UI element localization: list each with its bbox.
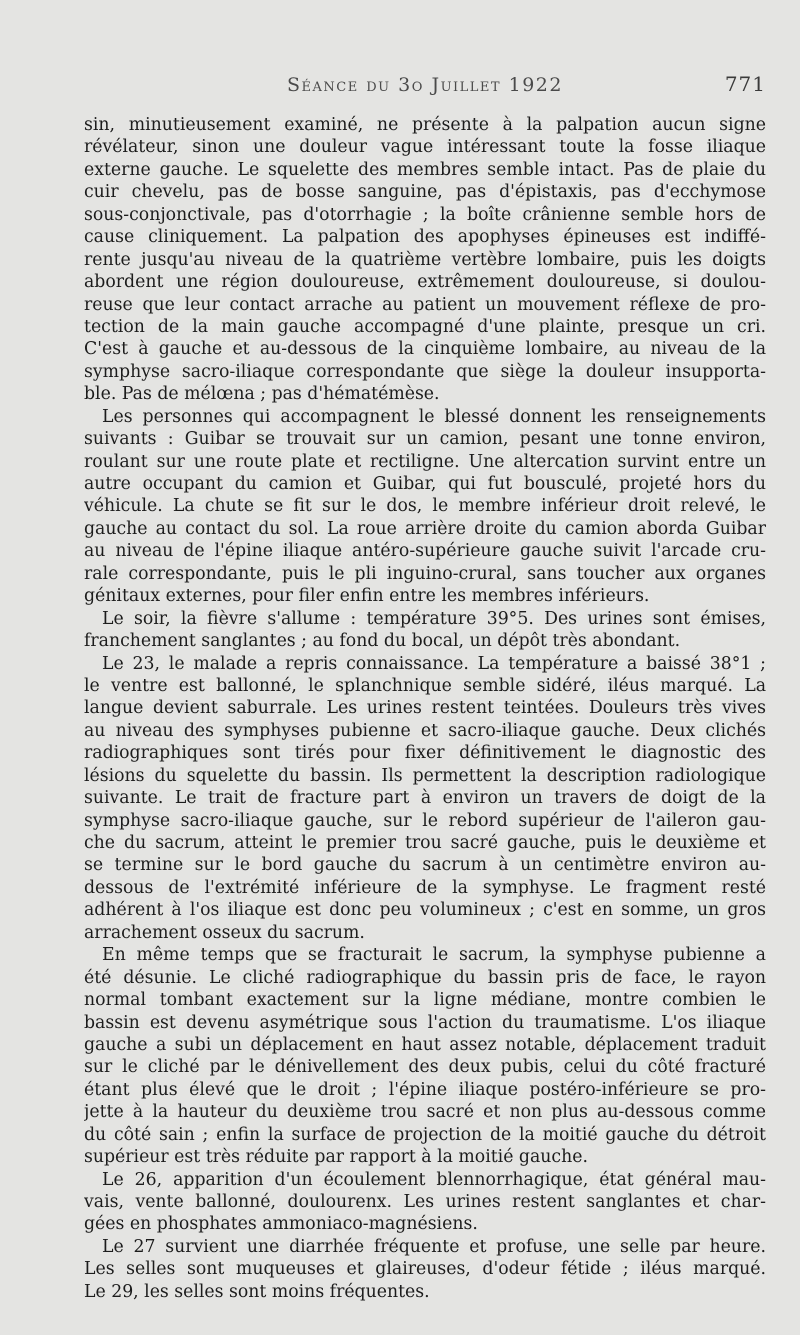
text-line: se termine sur le bord gauche du sacrum à un centimètre environ au- xyxy=(84,855,766,876)
text-line: cuir chevelu, pas de bosse sanguine, pas d'épistaxis, pas d'ecchymose xyxy=(84,182,766,203)
text-line: gauche au contact du sol. La roue arrière droite du camion aborda Guibar xyxy=(84,518,766,539)
text-line: sin, minutieusement examiné, ne présente à la palpation aucun signe xyxy=(84,115,766,135)
text-line: Le 29, les selles sont moins fréquentes. xyxy=(84,1281,430,1302)
text-line: symphyse sacro-iliaque gauche, sur le rebord supérieur de l'aileron gau- xyxy=(84,810,766,831)
text-line: lésions du squelette du bassin. Ils permettent la description radiologique xyxy=(84,765,766,786)
text-line: dessous de l'extrémité inférieure de la symphyse. Le fragment resté xyxy=(84,877,766,898)
text-line: abordent une région douloureuse, extrêmement douloureuse, si doulou- xyxy=(84,272,766,293)
text-line: rente jusqu'au niveau de la quatrième vertèbre lombaire, puis les doigts xyxy=(84,249,766,270)
text-line: symphyse sacro-iliaque correspondante que siège la douleur insupporta- xyxy=(84,361,766,382)
text-line: étant plus élevé que le droit ; l'épine iliaque postéro-inférieure se pro- xyxy=(84,1079,766,1100)
text-line: Le 23, le malade a repris connaissance. La température a baissé 38°1 ; xyxy=(102,653,766,674)
text-line: roulant sur une route plate et rectiligne. Une altercation survint entre un xyxy=(84,451,766,472)
text-line: au niveau de l'épine iliaque antéro-supérieure gauche suivit l'arcade cru- xyxy=(84,541,766,562)
text-line: le ventre est ballonné, le splanchnique semble sidéré, iléus marqué. La xyxy=(84,675,766,696)
text-line: ble. Pas de mélœna ; pas d'hématémèse. xyxy=(84,384,440,405)
text-line: franchement sanglantes ; au fond du bocal, un dépôt très abondant. xyxy=(84,631,681,652)
text-line: normal tombant exactement sur la ligne médiane, montre combien le xyxy=(84,990,766,1011)
text-line: gées en phosphates ammoniaco-magnésiens. xyxy=(84,1214,478,1235)
text-line: gauche a subi un déplacement en haut assez notable, déplacement traduit xyxy=(84,1034,766,1055)
text-line: véhicule. La chute se fit sur le dos, le membre inférieur droit relevé, le xyxy=(84,496,766,517)
page-header xyxy=(84,72,766,102)
text-line: bassin est devenu asymétrique sous l'action du traumatisme. L'os iliaque xyxy=(84,1012,766,1033)
text-line: supérieur est très réduite par rapport à la moitié gauche. xyxy=(84,1147,588,1168)
text-line: Les personnes qui accompagnent le blessé donnent les renseignements xyxy=(102,406,766,427)
text-line: vais, vente ballonné, doulourenx. Les urines restent sanglantes et char- xyxy=(84,1192,766,1212)
text-line: radiographiques sont tirés pour fixer définitivement le diagnostic des xyxy=(84,743,766,764)
text-line: Le 27 survient une diarrhée fréquente et profuse, une selle par heure. xyxy=(102,1236,766,1257)
text-line: adhérent à l'os iliaque est donc peu volumineux ; c'est en somme, un gros xyxy=(84,900,766,921)
text-line: au niveau des symphyses pubienne et sacro-iliaque gauche. Deux clichés xyxy=(84,720,766,741)
text-line: reuse que leur contact arrache au patient un mouvement réflexe de pro- xyxy=(84,294,766,315)
text-line: En même temps que se fracturait le sacrum, la symphyse pubienne a xyxy=(102,945,766,966)
text-line: sous-conjonctivale, pas d'otorrhagie ; la boîte crânienne semble hors de xyxy=(84,204,766,225)
text-line: arrachement osseux du sacrum. xyxy=(84,922,365,943)
text-line: externe gauche. Le squelette des membres semble intact. Pas de plaie du xyxy=(84,159,766,180)
text-line: Le soir, la fièvre s'allume : température 39°5. Des urines sont émises, xyxy=(102,608,766,629)
text-line: jette à la hauteur du deuxième trou sacré et non plus au-dessous comme xyxy=(84,1102,766,1123)
text-line: Les selles sont muqueuses et glaireuses, d'odeur fétide ; iléus marqué. xyxy=(84,1259,766,1280)
text-line: sur le cliché par le dénivellement des deux pubis, celui du côté fracturé xyxy=(84,1057,766,1078)
running-head: Séance du 3o Juillet 1922 xyxy=(287,74,563,96)
page-number: 771 xyxy=(724,72,766,96)
text-line: révélateur, sinon une douleur vague intéressant toute la fosse iliaque xyxy=(84,137,766,158)
body-text xyxy=(84,114,766,1303)
text-line: suivants : Guibar se trouvait sur un camion, pesant une tonne environ, xyxy=(84,429,766,450)
text-line: tection de la main gauche accompagné d'une plainte, presque un cri. xyxy=(84,316,766,337)
text-line: langue devient saburrale. Les urines restent teintées. Douleurs très vives xyxy=(84,698,766,719)
text-line: été désunie. Le cliché radiographique du bassin pris de face, le rayon xyxy=(84,967,766,988)
text-line: Le 26, apparition d'un écoulement blennorrhagique, état général mau- xyxy=(102,1169,766,1190)
text-line: du côté sain ; enfin la surface de projection de la moitié gauche du détroit xyxy=(84,1124,766,1145)
text-line: che du sacrum, atteint le premier trou sacré gauche, puis le deuxième et xyxy=(84,833,766,853)
text-line: autre occupant du camion et Guibar, qui fut bousculé, projeté hors du xyxy=(84,474,766,494)
text-line: cause cliniquement. La palpation des apophyses épineuses est indiffé- xyxy=(84,227,766,248)
text-line: rale correspondante, puis le pli inguino-crural, sans toucher aux organes xyxy=(84,563,766,584)
text-line: C'est à gauche et au-dessous de la cinquième lombaire, au niveau de la xyxy=(84,339,766,360)
text-line: génitaux externes, pour filer enfin entre les membres inférieurs. xyxy=(84,586,650,607)
text-line: suivante. Le trait de fracture part à environ un travers de doigt de la xyxy=(84,788,766,809)
